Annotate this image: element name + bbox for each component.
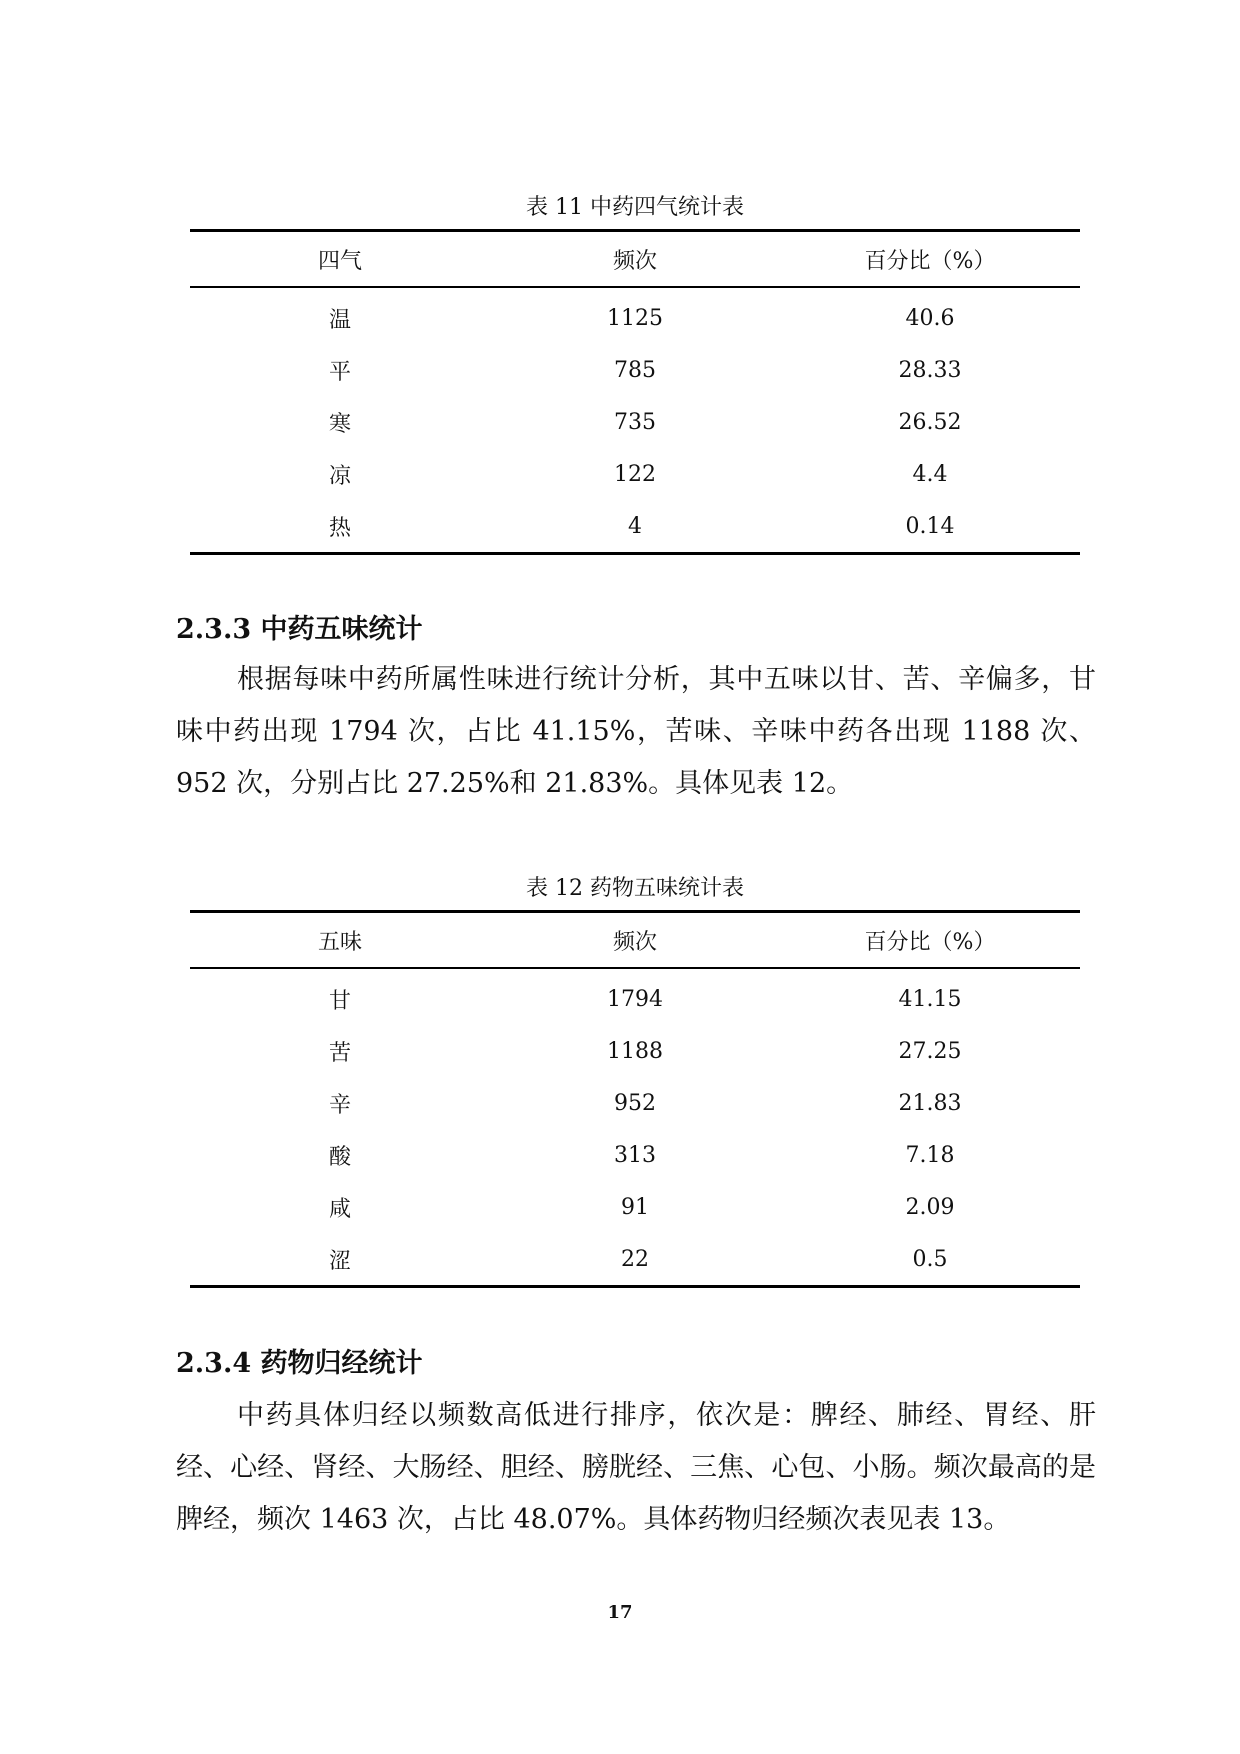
column-header: 五味 (190, 912, 490, 969)
section-heading-2-3-4: 2.3.4 药物归经统计 (176, 1348, 423, 1379)
table-cell: 0.14 (780, 500, 1080, 554)
table-cell: 26.52 (898, 409, 962, 435)
section-paragraph-2-3-4: 中药具体归经以频数高低进行排序，依次是：脾经、肺经、胃经、肝经、心经、肾经、大肠经、胆经、膀胱经、三焦、心包、小肠。频次最高的是脾经，频次 1463 次，占比 48.07%。具体药物归经频次表见表 13。 (176, 1400, 1096, 1535)
table-cell: 122 (614, 461, 656, 487)
table-cell: 21.83 (898, 1090, 962, 1116)
table-cell: 凉 (328, 463, 351, 489)
table-cell: 785 (614, 357, 656, 383)
table-cell: 735 (614, 409, 656, 435)
table-12 (190, 910, 1080, 1288)
table-header-row (190, 912, 1080, 969)
table-cell: 313 (614, 1142, 656, 1168)
table-cell: 涩 (190, 1233, 490, 1287)
table-row (190, 1181, 1080, 1233)
table-cell: 热 (190, 500, 490, 554)
table-cell: 22 (490, 1233, 780, 1287)
section-paragraph-2-3-3: 根据每味中药所属性味进行统计分析，其中五味以甘、苦、辛偏多，甘味中药出现 1794 次，占比 41.15%，苦味、辛味中药各出现 1188 次、952 次，分别占比 27.25%和 21.83%。具体见表 12。 (176, 664, 1096, 799)
table-cell: 咸 (328, 1196, 351, 1222)
table-row (190, 396, 1080, 448)
table-row (190, 968, 1080, 1025)
table-cell: 辛 (328, 1092, 351, 1118)
section-heading-2-3-3: 2.3.3 中药五味统计 (176, 614, 423, 645)
table-cell: 0.5 (780, 1233, 1080, 1287)
table-row (190, 287, 1080, 344)
table-row (190, 500, 1080, 554)
table-row (190, 1233, 1080, 1287)
table-cell: 苦 (328, 1040, 351, 1066)
table-cell: 平 (328, 359, 351, 385)
column-header: 百分比（%） (780, 912, 1080, 969)
table-row (190, 1077, 1080, 1129)
table-cell: 40.6 (905, 305, 955, 331)
table-cell: 91 (621, 1194, 649, 1220)
table-cell: 2.09 (905, 1194, 955, 1220)
table-cell: 27.25 (898, 1038, 962, 1064)
column-header: 频次 (490, 231, 780, 288)
table-cell: 酸 (328, 1144, 351, 1170)
column-header: 四气 (190, 231, 490, 288)
table-cell: 952 (614, 1090, 656, 1116)
table-cell: 41.15 (898, 986, 962, 1012)
page-number: 17 (607, 1602, 633, 1623)
table-row (190, 1129, 1080, 1181)
table-11 (190, 229, 1080, 555)
table-cell: 甘 (328, 988, 351, 1014)
table-11-caption: 表 11 中药四气统计表 (526, 195, 744, 220)
table-12-caption: 表 12 药物五味统计表 (526, 876, 744, 901)
table-header-row (190, 231, 1080, 288)
table-cell: 4 (490, 500, 780, 554)
table-row (190, 448, 1080, 500)
column-header: 百分比（%） (780, 231, 1080, 288)
table-cell: 7.18 (905, 1142, 955, 1168)
table-cell: 温 (328, 307, 351, 333)
column-header: 频次 (490, 912, 780, 969)
table-cell: 寒 (328, 411, 351, 437)
table-cell: 4.4 (912, 461, 948, 487)
table-row (190, 1025, 1080, 1077)
table-row (190, 344, 1080, 396)
table-cell: 1188 (607, 1038, 663, 1064)
table-cell: 1125 (607, 305, 663, 331)
table-cell: 28.33 (898, 357, 962, 383)
table-cell: 1794 (607, 986, 663, 1012)
